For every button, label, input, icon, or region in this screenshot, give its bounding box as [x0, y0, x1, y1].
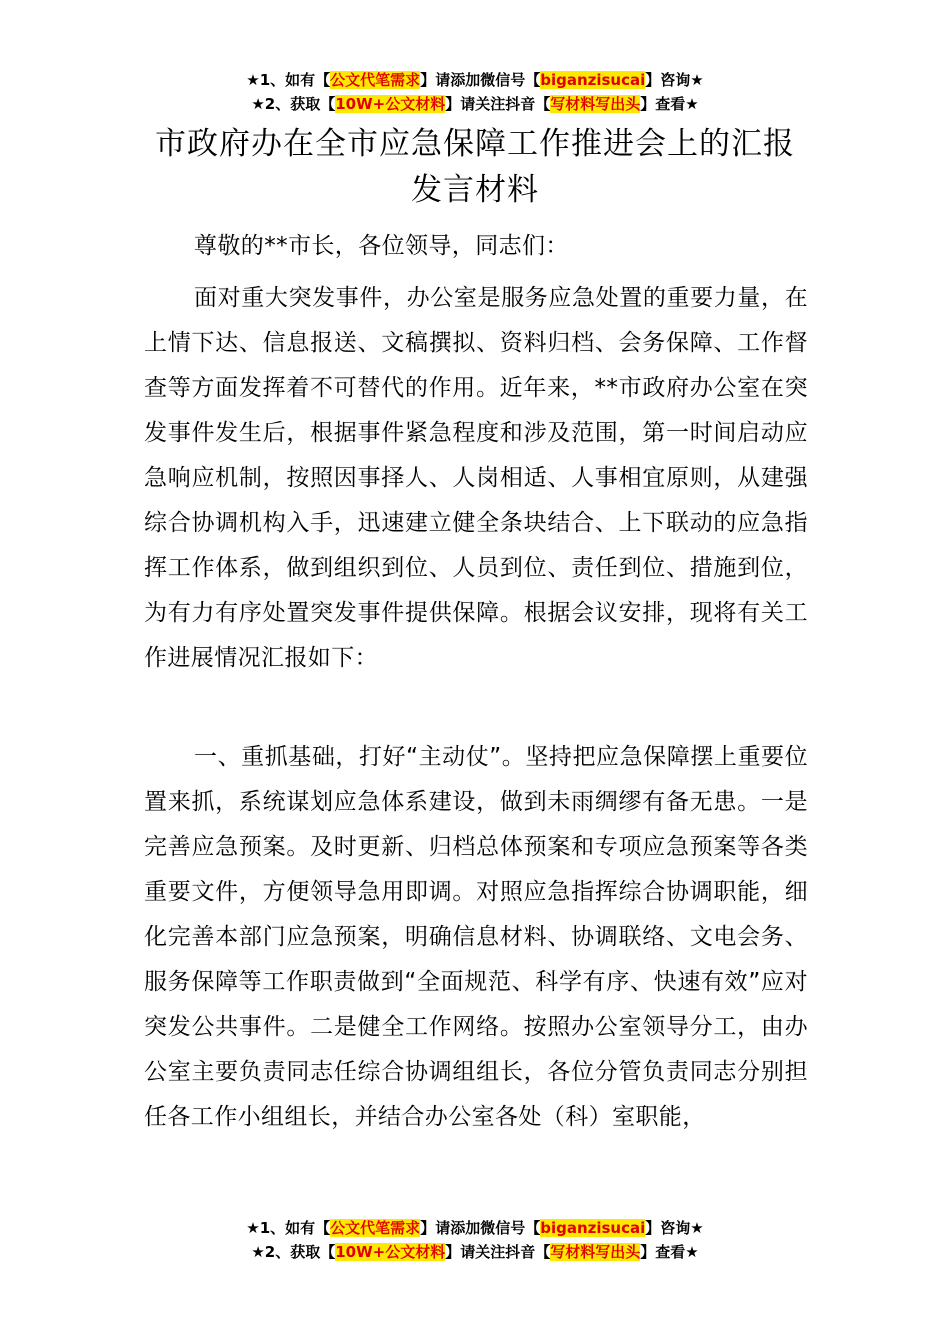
- promo-line-2-highlight-douyin: 写材料写出头: [550, 95, 641, 113]
- promo-line-2-prefix: ★2、获取【: [251, 95, 336, 113]
- promo-line-1-suffix: 】咨询★: [645, 71, 704, 89]
- promo-line-2-suffix: 】查看★: [640, 95, 699, 113]
- promo-line-1-prefix: ★1、如有【: [246, 71, 331, 89]
- promo-footer-line-2-suffix: 】查看★: [640, 1243, 699, 1261]
- promo-line-2-middle: 】请关注抖音【: [445, 95, 551, 113]
- promo-footer-line-2-highlight-materials: 10W+公文材料: [335, 1243, 446, 1261]
- promo-footer-line-2: [0, 1240, 950, 1264]
- promo-footer-line-2-prefix: ★2、获取【: [251, 1243, 336, 1261]
- paragraph-section-one: 一、重抓基础，打好“主动仗”。坚持把应急保障摆上重要位置来抓，系统谋划应急体系建设，做到未雨绸缪有备无患。一是完善应急预案。及时更新、归档总体预案和专项应急预案等各类重要文件，方便领导急用即调。对照应急指挥综合协调职能，细化完善本部门应急预案，明确信息材料、协调联络、文电会务、服务保障等工作职责做到“全面规范、科学有序、快速有效”应对突发公共事件。二是健全工作网络。按照办公室领导分工，由办公室主要负责同志任综合协调组组长，各位分管负责同志分别担任各工作小组组长，并结合办公室各处（科）室职能，: [144, 744, 808, 1130]
- promo-line-1-highlight-service: 公文代笔需求: [330, 71, 421, 89]
- promo-footer-line-1-prefix: ★1、如有【: [246, 1219, 331, 1237]
- promo-footer-line-1-highlight-wechat: biganzisucai: [540, 1219, 646, 1237]
- promo-footer: [0, 1216, 950, 1264]
- promo-footer-line-1: [0, 1216, 950, 1240]
- promo-line-1: [0, 68, 950, 92]
- promo-line-2: [0, 92, 950, 116]
- paragraph-intro: 面对重大突发事件，办公室是服务应急处置的重要力量，在上情下达、信息报送、文稿撰拟、资料归档、会务保障、工作督查等方面发挥着不可替代的作用。近年来，**市政府办公室在突发事件发生后，根据事件紧急程度和涉及范围，第一时间启动应急响应机制，按照因事择人、人岗相适、人事相宜原则，从建强综合协调机构入手，迅速建立健全条块结合、上下联动的应急指挥工作体系，做到组织到位、人员到位、责任到位、措施到位，为有力有序处置突发事件提供保障。根据会议安排，现将有关工作进展情况汇报如下：: [144, 285, 808, 671]
- promo-line-1-middle: 】请添加微信号【: [420, 71, 541, 89]
- promo-footer-line-2-middle: 】请关注抖音【: [445, 1243, 551, 1261]
- promo-footer-line-2-highlight-douyin: 写材料写出头: [550, 1243, 641, 1261]
- document-title: 市政府办在全市应急保障工作推进会上的汇报发言材料: [155, 126, 795, 208]
- promo-line-1-highlight-wechat: biganzisucai: [540, 71, 646, 89]
- promo-footer-line-1-highlight-service: 公文代笔需求: [330, 1219, 421, 1237]
- promo-line-2-highlight-materials: 10W+公文材料: [335, 95, 446, 113]
- promo-footer-line-1-middle: 】请添加微信号【: [420, 1219, 541, 1237]
- promo-footer-line-1-suffix: 】咨询★: [645, 1219, 704, 1237]
- promo-header: [0, 68, 950, 116]
- salutation: 尊敬的**市长，各位领导，同志们：: [194, 233, 569, 259]
